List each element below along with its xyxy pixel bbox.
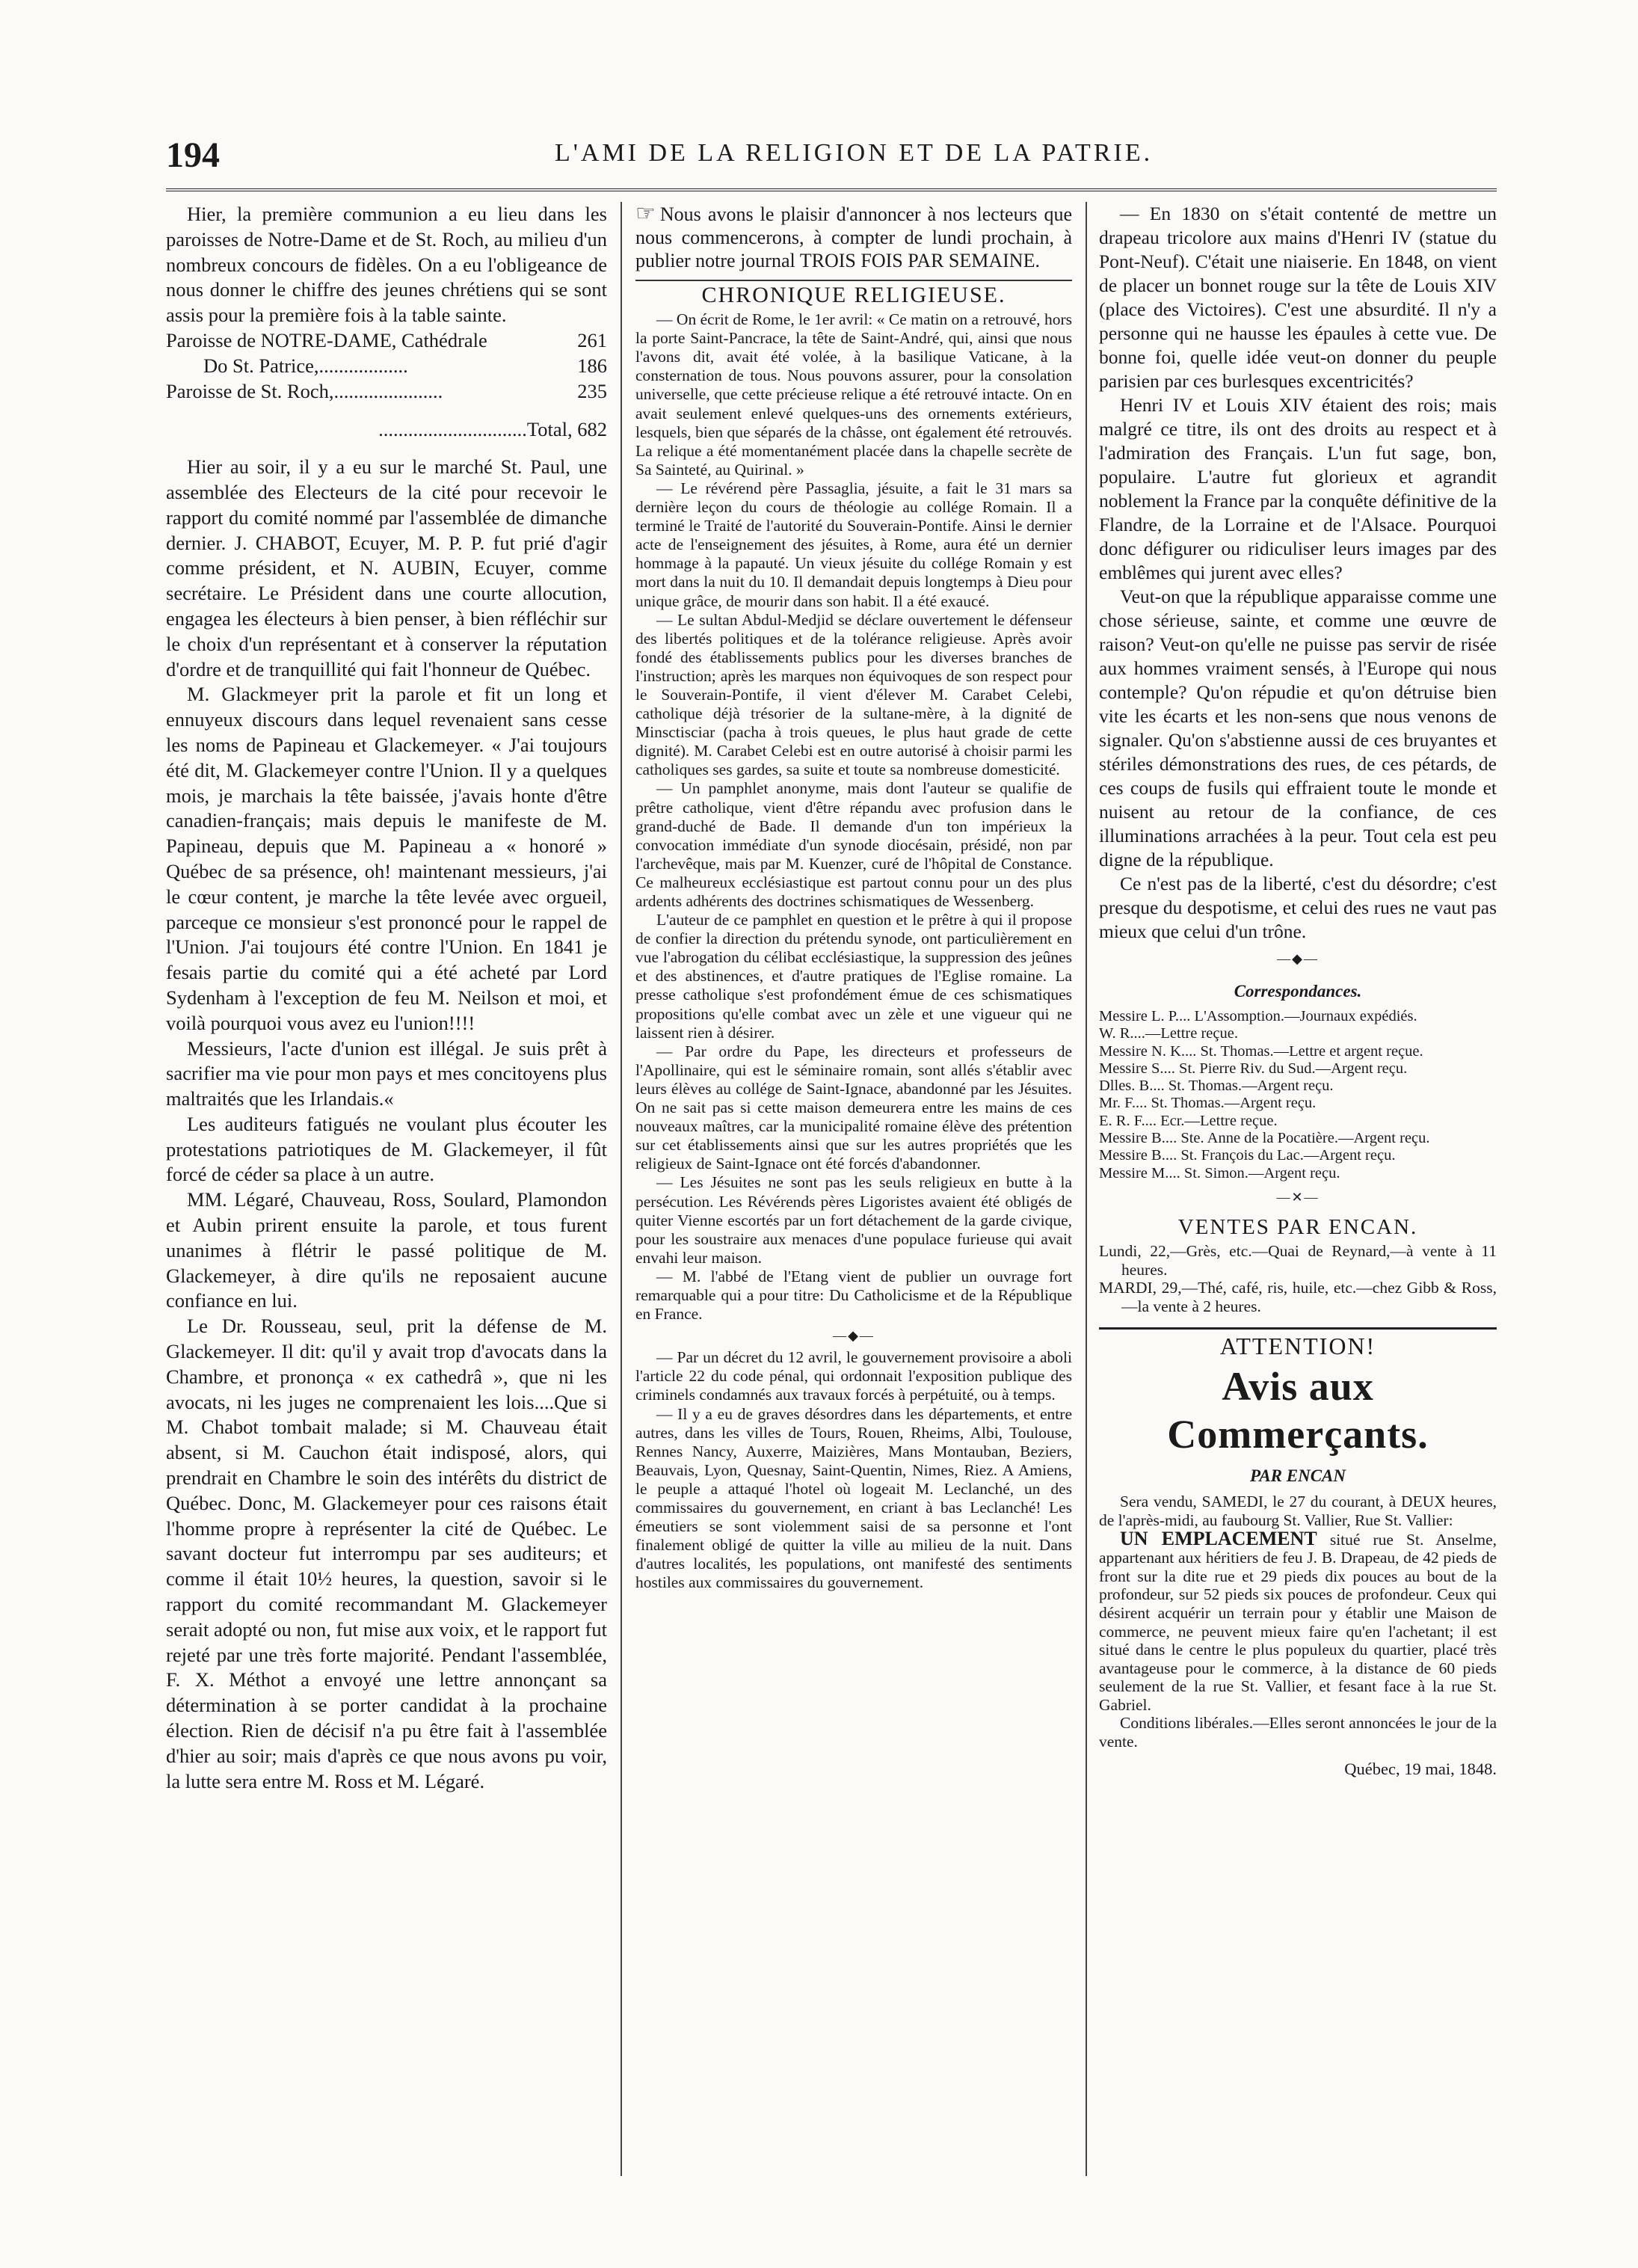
pointing-hand-icon: ☞ <box>635 202 656 226</box>
tally-total: ..............................Total, 682 <box>378 418 607 441</box>
correspondence-item: Messire N. K.... St. Thomas.—Lettre et argent reçue. <box>1099 1042 1423 1060</box>
attention-heading: ATTENTION! <box>1099 1327 1497 1358</box>
correspondence-item: Messire B.... Ste. Anne de la Pocatière.—Argent reçu. <box>1099 1130 1430 1147</box>
correspondence-item: Dlles. B.... St. Thomas.—Argent reçu. <box>1099 1078 1334 1095</box>
correspondence-item: Messire S.... St. Pierre Riv. du Sud.—Argent reçu. <box>1099 1060 1408 1077</box>
column-local-news <box>166 202 607 2176</box>
glackmeyer-speech-paragraph: M. Glackmeyer prit la parole et fit un long et ennuyeux discours dans lequel revenaient sans cesse les noms de Papineau et Glackemeyer. « J'ai toujours été dit, M. Glackemeyer contre l'Union. Il y a quelques mois, je marchais la tête baissée, j'avais honte d'être canadien-français; mais depuis le manifeste de M. Papineau, depuis que M. Papineau a « honoré » Québec de sa présence, oh! maintenant messieurs, j'ai le cœur content, je marche la tête levée avec orgueil, parceque ce monsieur s'est prononcé pour le rappel de l'Union. J'ai toujours été contre l'Union. En 1841 je fesais partie du comité qui a été acheté par Lord Sydenham à l'exception de feu M. Neilson et moi, et voilà pourquoi vous avez eu l'union!!!! <box>166 683 607 1034</box>
tally-parish: Paroisse de NOTRE-DAME, Cathédrale <box>166 328 487 351</box>
disorder-paragraph: Ce n'est pas de la liberté, c'est du désordre; c'est presque du despotisme, et celui des rues ne vaut pas mieux que celui d'un trône. <box>1099 873 1497 942</box>
tally-row <box>166 379 607 405</box>
pamphlet-paragraph: — Un pamphlet anonyme, mais dont l'auteur se qualifie de prêtre catholique, vient d'être répandu avec profusion dans le grand-duché de Bade. Il demande d'un ton impérieux la convocation immédiate d'un synode diocésain, présidé, non par l'archevêque, mais par M. Kuenzer, curé de l'hôpital de Constance. Ce malheureux ecclésiastique est partout connu pour un des plus ardents adhérents des doctrines schismatiques de Wessenberg. <box>635 779 1072 910</box>
correspondence-item: W. R....—Lettre reçue. <box>1099 1025 1238 1042</box>
conditions-paragraph: Conditions libérales.—Elles seront annoncées le jour de la vente. <box>1099 1714 1497 1751</box>
pamphlet-author-paragraph: L'auteur de ce pamphlet en question et le prêtre à qui il propose de confier la direction du prétendu synode, ont particulièrement en vue l'abrogation du célibat ecclésiastique, la suppression des jeûnes et des abstinences, et d'autre pratiques de l'Eglise romaine. La presse catholique s'est profondément émue de ces schismatiques propositions qu'elle combat avec un zèle et une vigueur qui ne laissent rien à désirer. <box>635 911 1072 1042</box>
auction-sale-item: Lundi, 22,—Grès, etc.—Quai de Reynard,—à vente à 11 heures. <box>1099 1241 1497 1279</box>
first-communion-paragraph: Hier, la première communion a eu lieu dans les paroisses de Notre-Dame et de St. Roch, au milieu d'un nombreux concours de fidèles. On a eu l'obligeance de nous donner le chiffre des jeunes chrétiens qui se sont assis pour la première fois à la table sainte. <box>166 203 607 327</box>
sultan-paragraph: — Le sultan Abdul-Medjid se déclare ouvertement le défenseur des libertés politiques et de la tolérance religieuse. Après avoir fondé des établissements publics pour les diverses branches de l'instruction; après les marques non équivoques de son respect pour le Souverain-Pontife, il vient d'élever M. Carabet Celebi, catholique déjà trésorier de la sultane-mère, à la dignité de Minsctisciar (pacha à trois queues, le plus haut grade de cette dignité). M. Carabet Celebi est en outre autorisé à choisir parmi les catholiques ses gardes, sa suite et toute sa nombreuse domesticité. <box>635 610 1072 779</box>
auction-sales-title: VENTES PAR ENCAN. <box>1177 1214 1418 1239</box>
column-notices <box>1099 202 1497 2176</box>
ornament-divider: —◆— <box>1277 951 1319 966</box>
apollinaire-paragraph: — Par ordre du Pape, les directeurs et professeurs de l'Apollinaire, qui est le séminaire romain, sont allés s'établir avec leurs élèves au collége de Saint-Ignace, abandonné par les Jésuites. On ne sait pas si cette maison demeurera entre les mains de ces nouveaux maîtres, car la municipalité romaine élève des prétention sur cet établissements ainsi que sur les autres propriétés que les religieux de Saint-Ignace ont été forcés d'abandonner. <box>635 1042 1072 1173</box>
correspondence-item: Messire B.... St. François du Lac.—Argent reçu. <box>1099 1147 1396 1164</box>
correspondence-title: Correspondances. <box>1234 982 1362 1001</box>
sale-announcement: Sera vendu, SAMEDI, le 27 du courant, à DEUX heures, de l'après-midi, au faubourg St. Vallier, Rue St. Vallier: <box>1099 1493 1497 1529</box>
publication-announcement <box>635 202 1072 272</box>
page-header <box>166 135 1497 187</box>
kings-paragraph: Henri IV et Louis XIV étaient des rois; mais malgré ce titre, ils ont des droits au respect et à l'admiration des Français. L'un fut sage, bon, populaire. L'autre fut glorieux et agrandit noblement la France par la conquête définitive de la Flandre, de la Lorraine et de l'Alsace. Pourquoi donc défigurer ou ridiculiser leurs images par des emblêmes qui jurent avec elles? <box>1099 394 1497 583</box>
tally-parish: Do St. Patrice,.................. <box>203 354 408 377</box>
announcement-text: Nous avons le plaisir d'annoncer à nos lecteurs que nous commencerons, à compter de lundi prochain, à publier notre journal TROIS FOIS PAR SEMAINE. <box>635 203 1072 271</box>
dateline: Québec, 19 mai, 1848. <box>1344 1759 1497 1778</box>
section-title: CHRONIQUE RELIGIEUSE. <box>635 280 1072 304</box>
jesuits-paragraph: — Les Jésuites ne sont pas les seuls religieux en butte à la persécution. Les Révérends pères Ligoristes avaient été obligés de quiter Vienne escortés par un fort détachement de la garde civique, pour les soustraire aux menaces d'une populace furieuse qui avait envahi leur maison. <box>635 1173 1072 1267</box>
passaglia-paragraph: — Le révérend père Passaglia, jésuite, a fait le 31 mars sa dernière leçon du cours de théologie au collége Romain. Il a terminé le Traité de l'autorité du Souverain-Pontife. Ainsi le dernier acte de l'enseignement des jésuites, à Rome, aura été un dernier hommage à la papauté. Un vieux jésuite du collége Romain y est mort dans la nuit du 10. Il demandait depuis longtemps à Dieu pour unique grâce, de mourir dans son habit. Il a été exaucé. <box>635 479 1072 610</box>
column-religious-chronicle <box>635 202 1072 2176</box>
property-lead: UN EMPLACEMENT <box>1120 1527 1317 1549</box>
auditors-paragraph: Les auditeurs fatigués ne voulant plus écouter les protestations patriotiques de M. Glackemeyer, il fût forcé de céder sa place à un autre. <box>166 1112 607 1186</box>
column-divider <box>1086 202 1087 2176</box>
speakers-paragraph: MM. Légaré, Chauveau, Ross, Soulard, Plamondon et Aubin prirent ensuite la parole, et tous furent unanimes à flétrir le passé politique de M. Glackemeyer, à dire qu'ils ne reposaient aucune confiance en lui. <box>166 1188 607 1312</box>
republic-paragraph: Veut-on que la république apparaisse comme une chose sérieuse, sainte, et comme une œuvre de raison? Veut-on qu'elle ne puisse pas servir de risée aux hommes vraiment sensés, à l'Europe qui nous contemple? Qu'on répudie et qu'on détruise bien vite les écarts et les non-sens que nous venons de signaler. Qu'on s'abstienne aussi de ces bruyantes et stériles démonstrations des rues, de ces pétards, de ces coups de fusils qui effraient toute le monde et nuisent au retour de la confiance, de ces illuminations arrachées à la peur. Tout cela est peu digne de la république. <box>1099 586 1497 870</box>
tally-count: 186 <box>577 354 607 377</box>
rousseau-paragraph: Le Dr. Rousseau, seul, prit la défense de M. Glackemeyer. Il dit: qu'il y avait trop d'avocats dans la Chambre, et prononça « ex cathedrâ », que ni les avocats, ni les juges ne comprenaient les lois....Que si M. Chabot tombait malade; si M. Chauveau était absent, si M. Cauchon était indisposé, alors, qui prendrait en Chambre le soin des intérêts du district de Québec. Donc, M. Glackemeyer pour ces raisons était l'homme propre à représenter la cité de Québec. Le savant docteur fut interrompu par ses auditeurs; et comme il était 10½ heures, la question, savoir si le rapport du comité recommandant M. Glackemeyer serait adopté ou non, fut mise aux voix, et le rapport fut rejeté par une très forte majorité. Pendant l'assemblée, F. X. Méthot a envoyé une lettre annonçant sa détermination à se porter candidat à la prochaine élection. Rien de décisif n'a pu être fait à l'assemblée d'hier au soir; mais d'après ce que nous avons pu voir, la lutte sera entre M. Ross et M. Légaré. <box>166 1315 607 1792</box>
tally-count: 261 <box>577 328 607 351</box>
journal-title: L'AMI DE LA RELIGION ET DE LA PATRIE. <box>555 139 1154 167</box>
disorders-paragraph: — Il y a eu de graves désordres dans les départements, et entre autres, dans les villes de Tours, Rouen, Rheims, Albi, Toulouse, Rennes Nancy, Auxerre, Maizières, Mans Montauban, Beziers, Beauvais, Lyon, Quesnay, Saint-Quentin, Nimes, Riez. A Amiens, le peuple a attaqué l'hotel où logeait M. Leclanché, un des commissaires du gouvernement, en criant à bas Leclanché! Les émeutiers se sont violemment saisi de sa personne et l'ont finalement obligé de quitter la ville au milieu de la nuit. Dans d'autres localités, les populations, ont manifesté des sentiments hostiles aux commissaires du gouvernement. <box>635 1404 1072 1592</box>
etang-paragraph: — M. l'abbé de l'Etang vient de publier un ouvrage fort remarquable qui a pour titre: Du Catholicisme et de la République en France. <box>635 1267 1072 1324</box>
property-details: situé rue St. Anselme, appartenant aux héritiers de feu J. B. Drapeau, de 42 pieds de front sur la dite rue et 29 pieds dix pouces au bout de la profondeur, sur 52 pieds six pouces de profondeur. Ceux qui désirent acquérir un terrain pour y établir une Maison de commerce, ne peuvent mieux faire qu'en l'achetant; il est situé dans le centre le plus populeux du quartier, placé très avantageuse pour le commerce, à la distance de 60 pieds seulement de la rue St. Vallier, et fesant face à la rue St. Gabriel. <box>1099 1530 1497 1714</box>
notice-headline: Avis aux Commerçants. <box>1167 1364 1429 1457</box>
property-description <box>1099 1527 1497 1715</box>
correspondence-item: E. R. F.... Ecr.—Lettre reçue. <box>1099 1112 1278 1129</box>
ornament-divider: —◆— <box>833 1328 875 1344</box>
by-auction-subtitle: PAR ENCAN <box>1249 1466 1346 1486</box>
tally-count: 235 <box>577 379 607 402</box>
page-number: 194 <box>166 135 220 175</box>
union-illegal-paragraph: Messieurs, l'acte d'union est illégal. Je suis prêt à sacrifier ma vie pour mon pays et mes concitoyens plus maltraités que les Irlandais.« <box>166 1036 607 1110</box>
communion-tally <box>166 328 607 404</box>
tally-parish: Paroisse de St. Roch,...................... <box>166 379 443 402</box>
henri-iv-paragraph: — En 1830 on s'était contenté de mettre un drapeau tricolore aux mains d'Henri IV (statue du Pont-Neuf). C'était une niaiserie. En 1848, on vient de placer un bonnet rouge sur la tête de Louis XIV (place des Victoires). C'est une absurdité. Il n'y a personne qui ne hausse les épaules à cette vue. De bonne foi, quelle idée veut-on donner du peuple parisien par ces burlesques excentricités? <box>1099 203 1497 392</box>
correspondence-item: Messire L. P.... L'Assomption.—Journaux expédiés. <box>1099 1008 1417 1024</box>
decree-paragraph: — Par un décret du 12 avril, le gouvernement provisoire a aboli l'article 22 du code pénal, qui ordonnait l'exposition publique des criminels condamnés aux travaux forcés à perpétuité, ou à temps. <box>635 1348 1072 1404</box>
correspondence-item: Mr. F.... St. Thomas.—Argent reçu. <box>1099 1095 1317 1112</box>
tally-row <box>166 354 607 379</box>
rome-relic-paragraph: — On écrit de Rome, le 1er avril: « Ce matin on a retrouvé, hors la porte Saint-Pancrace, la tête de Saint-André, qui, ainsi que nous l'avons dit, avait été volée, à la basilique Vaticane, à la consternation de tous. Nous pouvons assurer, pour la consolation universelle, que cette précieuse relique a été retrouvé intacte. On en avait seulement enlevé quelques-uns des ornements extérieurs, lesquels, bien que séparés de la châsse, ont également été retrouvés. La relique a été momentanément placée dans la chapelle secrète de Sa Sainteté, au Quirinal. » <box>635 310 1072 479</box>
auction-sale-item: MARDI, 29,—Thé, café, ris, huile, etc.—chez Gibb & Ross,—la vente à 2 heures. <box>1099 1279 1497 1315</box>
correspondence-list <box>1099 1008 1497 1182</box>
correspondence-item: Messire M.... St. Simon.—Argent reçu. <box>1099 1164 1340 1181</box>
column-divider <box>621 202 622 2176</box>
header-rule <box>166 188 1497 191</box>
ornament-divider: —✕— <box>1276 1189 1320 1205</box>
assembly-paragraph: Hier au soir, il y a eu sur le marché St. Paul, une assemblée des Electeurs de la cité pour recevoir le rapport du comité nommé par l'assemblée de dimanche dernier. J. CHABOT, Ecuyer, M. P. P. fut prié d'agir comme président, et N. AUBIN, Ecuyer, comme secrétaire. Le Président dans une courte allocution, engagea les électeurs à bien penser, à bien réfléchir sur le choix d'un représentant et à conserver la réputation d'ordre et de tranquillité qui fait l'honneur de Québec. <box>166 455 607 680</box>
tally-row <box>166 328 607 354</box>
